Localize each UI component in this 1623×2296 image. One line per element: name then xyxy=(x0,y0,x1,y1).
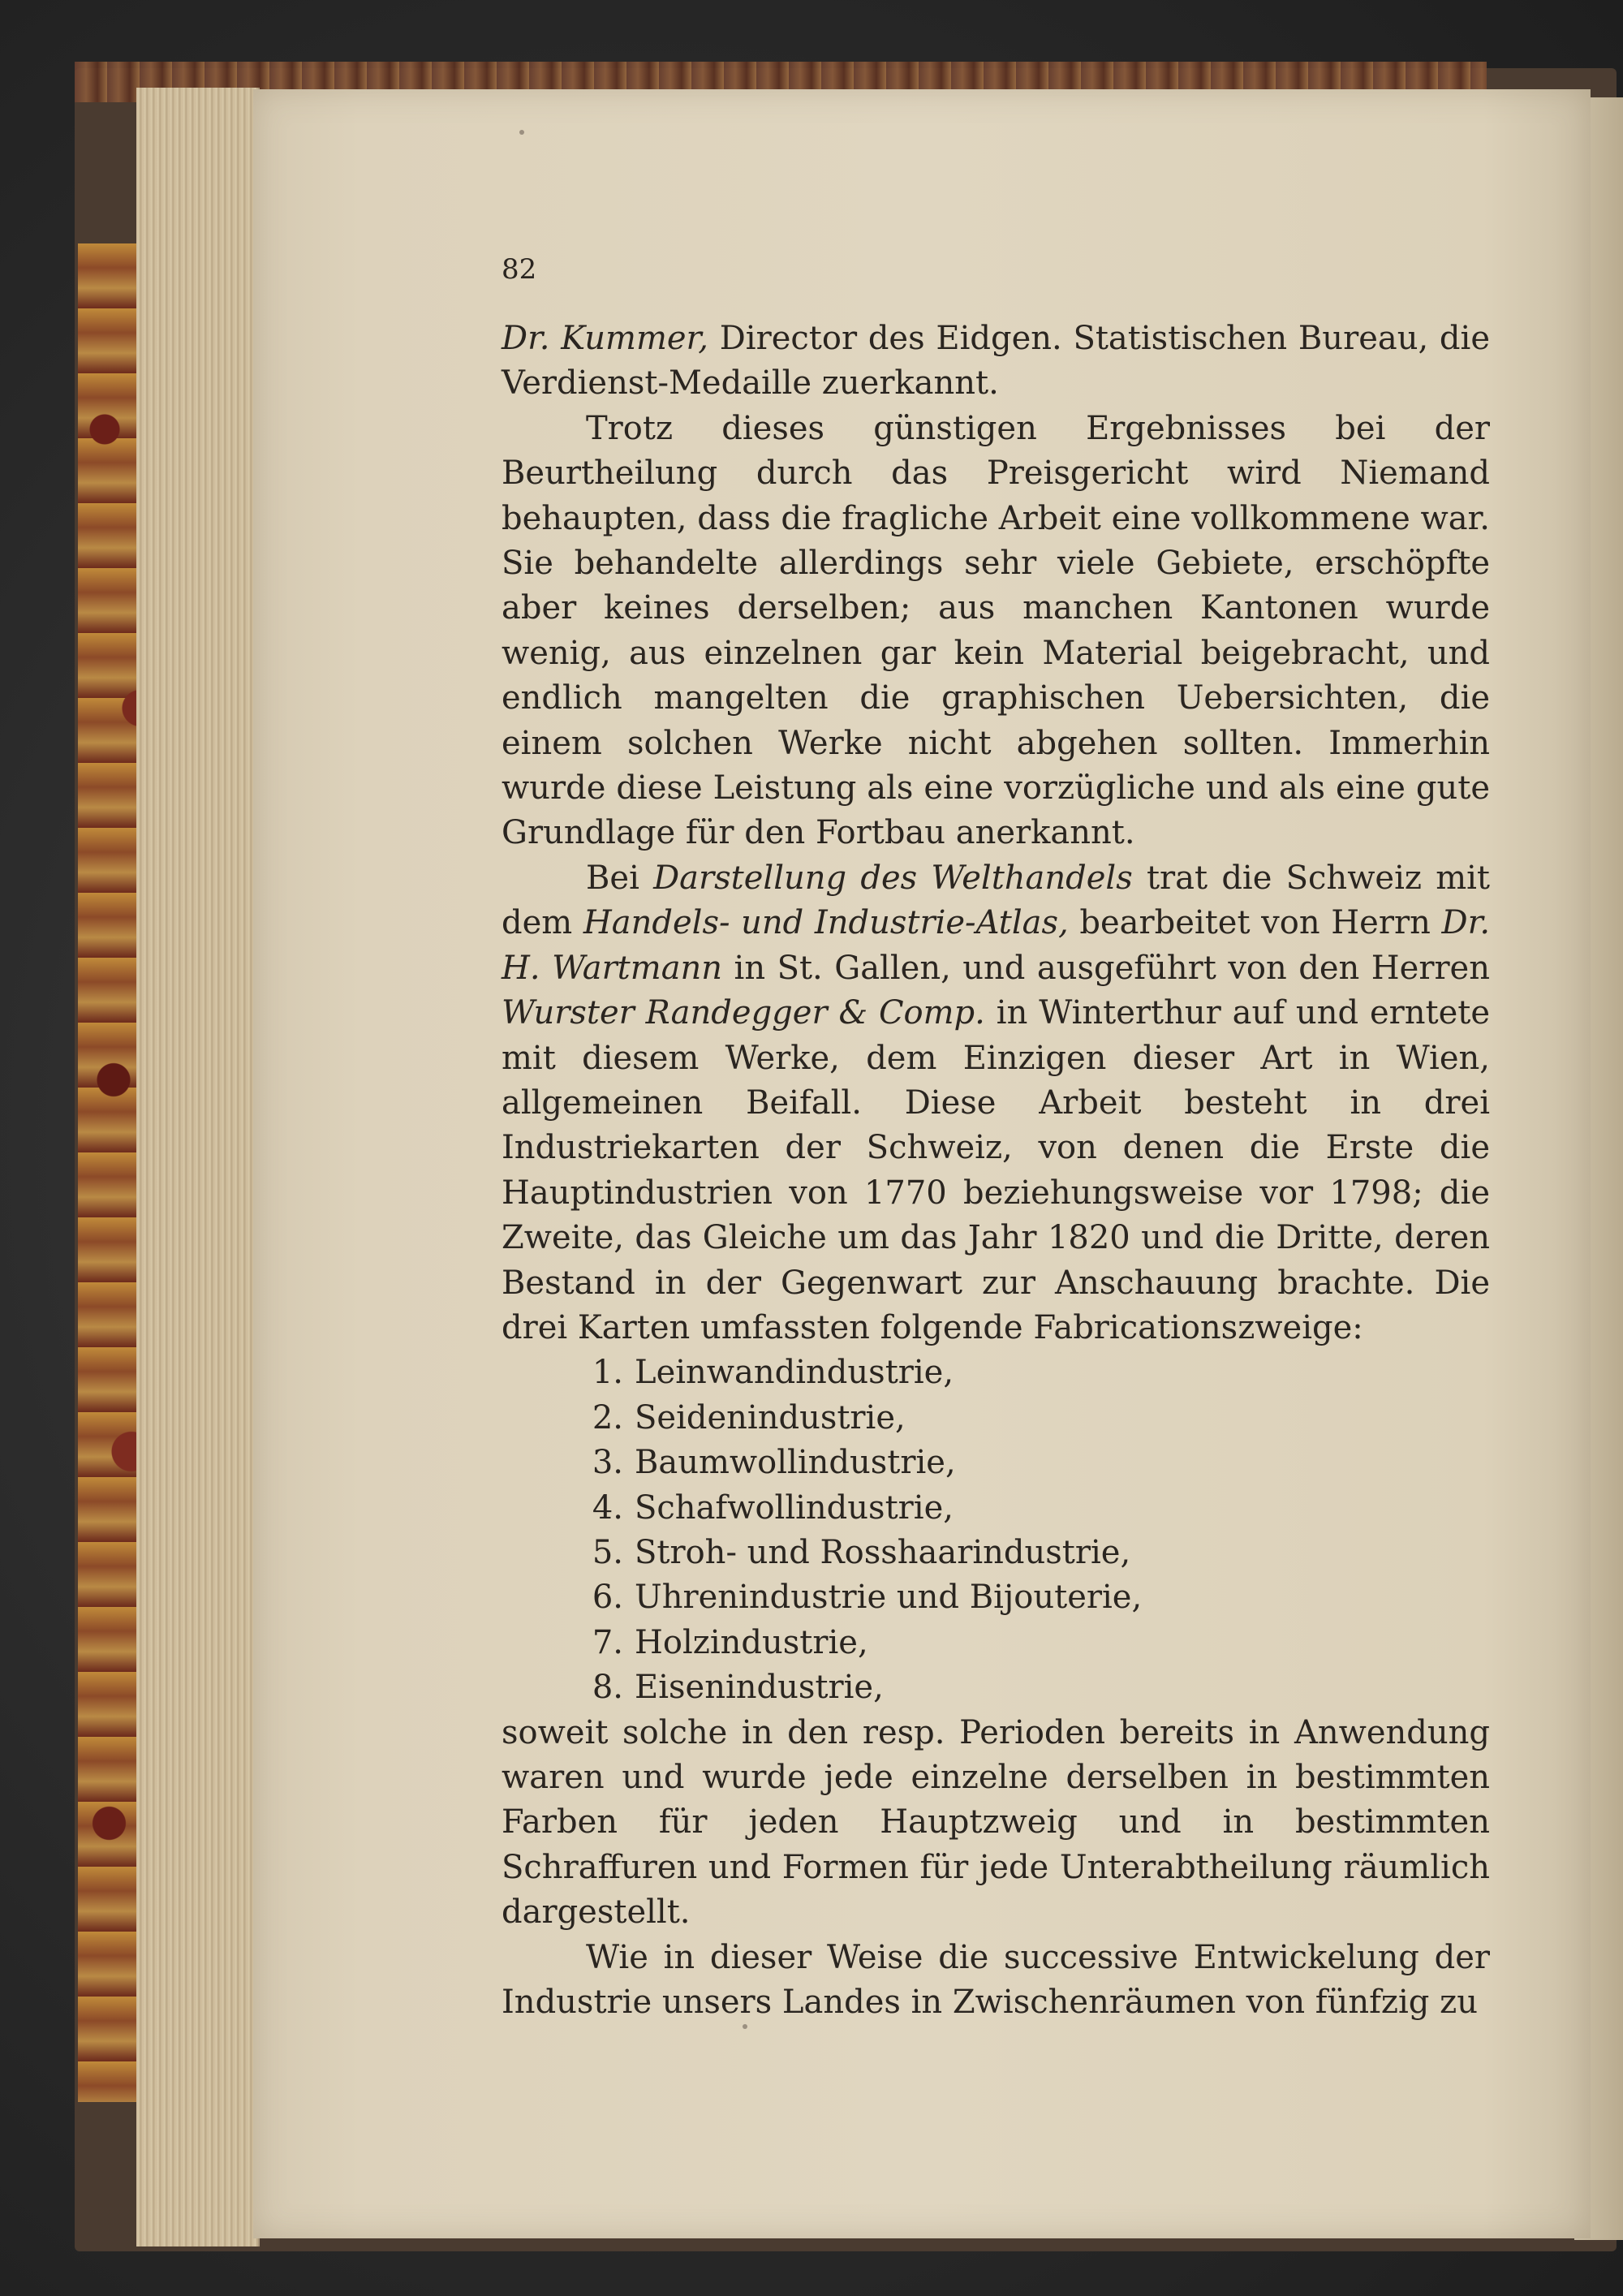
paragraph-3-text-a: Bei xyxy=(586,859,654,897)
paragraph-2: Trotz dieses günstigen Ergebnisses bei der Beurtheilung durch das Preisgericht wird Niemand behaupten, dass die fragliche Arbeit eine vollkommene war. Sie behandelte allerdings sehr viele Gebiete, erschöpfte aber keines derselben; aus manchen Kantonen wurde wenig, aus einzelnen gar kein Material beigebracht, und endlich mangelten die graphischen Uebersichten, die einem solchen Werke nicht abgehen sollten. Immerhin wurde diese Leistung als eine vorzügliche und als eine gute Grundlage für den Fortbau anerkannt. xyxy=(502,409,1490,852)
list-item xyxy=(502,1441,1490,1485)
paragraph-3-text-e: bearbeitet von Herrn xyxy=(1068,904,1442,942)
paragraph-1-text: Director des Eidgen. Statistischen Bureau, die Verdienst-Medaille zuerkannt. xyxy=(502,320,1490,403)
list-item xyxy=(502,1575,1490,1620)
page-number: 82 xyxy=(502,253,537,286)
paragraph-3-text-c: trat die Schweiz mit dem xyxy=(502,859,1490,942)
list-item xyxy=(502,1531,1490,1575)
list-item-number: 2. xyxy=(592,1398,623,1437)
paragraph-1-italic: Dr. Kummer, xyxy=(502,320,708,357)
list-item-label: Eisenindustrie, xyxy=(635,1669,884,1707)
list-item-number: 4. xyxy=(592,1488,623,1527)
list-item xyxy=(502,1396,1490,1441)
list-item xyxy=(502,1350,1490,1395)
list-item-number: 5. xyxy=(592,1533,623,1571)
paragraph-3-italic-h: Wurster Randegger & Comp. xyxy=(502,994,985,1032)
paragraph-1 xyxy=(502,317,1490,407)
paragraph-3-italic-d: Handels- und Industrie-Atlas, xyxy=(583,904,1069,942)
paragraph-3-italic-f: Dr. H. Wartmann xyxy=(502,904,1491,987)
list-item xyxy=(502,1665,1490,1710)
paragraph-5: Wie in dieser Weise die successive Entwickelung der Industrie unsers Landes in Zwischenräumen von fünfzig zu xyxy=(502,1938,1490,2022)
paper-speck xyxy=(743,2024,747,2029)
page-edges xyxy=(136,88,260,2246)
page-text xyxy=(502,243,1490,2025)
list-item-label: Stroh- und Rosshaarindustrie, xyxy=(635,1533,1131,1571)
list-item-label: Seidenindustrie, xyxy=(635,1398,906,1437)
list-item-label: Baumwollindustrie, xyxy=(635,1444,956,1482)
list-item-label: Schafwollindustrie, xyxy=(635,1488,954,1527)
list-item-label: Holzindustrie, xyxy=(635,1623,868,1661)
list-item-number: 1. xyxy=(592,1354,623,1392)
paragraph-4: soweit solche in den resp. Perioden bereits in Anwendung waren und wurde jede einzelne derselben in bestimmten Farben für jeden Hauptzweig und in bestimmten Schraffuren und Formen für jede Unterabtheilung räumlich dargestellt. xyxy=(502,1713,1490,1932)
list-item-label: Uhrenindustrie und Bijouterie, xyxy=(635,1579,1143,1617)
list-item xyxy=(502,1486,1490,1531)
list-item xyxy=(502,1621,1490,1665)
list-item-number: 6. xyxy=(592,1579,623,1617)
list-item-number: 8. xyxy=(592,1669,623,1707)
list-item-number: 3. xyxy=(592,1444,623,1482)
paragraph-3 xyxy=(502,856,1490,1350)
paragraph-3-text-g: in St. Gallen, und ausgeführt von den Herren xyxy=(722,949,1490,987)
paper-speck xyxy=(519,130,524,135)
paragraph-3-italic-b: Darstellung des Welthandels xyxy=(653,859,1133,897)
list-item-label: Leinwandindustrie, xyxy=(635,1354,954,1392)
industry-list xyxy=(502,1350,1490,1710)
list-item-number: 7. xyxy=(592,1623,623,1661)
paragraph-3-text-i: in Winterthur auf und erntete mit diesem Werke, dem Einzigen dieser Art in Wien, allgemeinen Beifall. Diese Arbeit besteht in drei Industriekarten der Schweiz, von denen die Erste die Hauptindustrien von 1770 beziehungsweise vor 1798; die Zweite, das Gleiche um das Jahr 1820 und die Dritte, deren Bestand in der Gegenwart zur Anschauung brachte. Die drei Karten umfassten folgende Fabricationszweige: xyxy=(502,994,1490,1346)
